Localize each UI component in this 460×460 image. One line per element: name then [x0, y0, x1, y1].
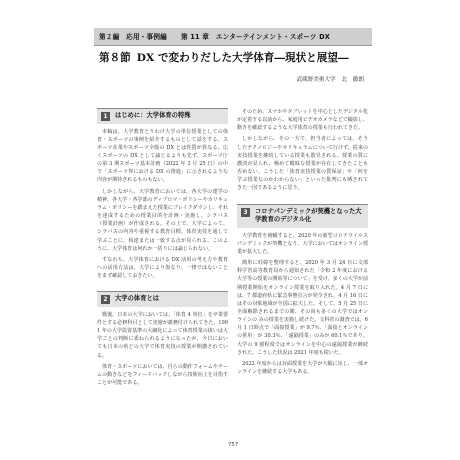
section-heading-text: はじめに：大学体育の特殊	[115, 112, 191, 119]
document-page	[94, 28, 372, 452]
author-name: 北 徹朗	[341, 77, 364, 83]
paragraph: すなわち、大学体育における DX 活用の考え方や教育への活用方法は、大学により異なり、一律ではないことをまず確認しておきたい。	[97, 256, 228, 280]
header-part: 第２編 応用・事例編	[99, 33, 167, 41]
paragraph: しかしながら、その一方で、担当者によっては、そうしたテクノロジーやカリキュラムについて行けず、従来の実技授業を継続している授業も散見される。授業の質に濃淡が見られ、極めて曖昧な授業が存在してきたことも否めない。こうした「体育実技授業の質保証」や「何を学ぶ授業なのかわからない」といった批判にも晒されてきた一因であるように思う。	[237, 136, 368, 192]
running-header	[94, 28, 372, 46]
author-line	[296, 75, 364, 83]
paragraph: 体育・スポーツにおいては、自らの動作フォームやチームの動きなどをフィードバックしながら技術向上を目指すことが可能である。	[97, 363, 228, 387]
page-number: 757	[227, 442, 239, 448]
paragraph: 2022 年度からは対面授業を大学が大幅に戻し、一部オンラインを継続する大学もある。	[237, 360, 368, 376]
section-title	[99, 50, 369, 65]
paragraph: そのため、スマホやタブレットを中心としたデジタル化が定着する以前から、家庭用ビデオカメラなどで撮影し、動きを確認するような大学体育の授業も行われてきた。	[237, 109, 368, 132]
section-title-text: DX で変わりだした大学体育―現状と展望―	[136, 52, 349, 64]
paragraph: しかしながら、大学教育においては、各大学の建学の精神、各大学・各学部のディプロマ・ポリシーやカリキュラム・ポリシーを踏まえた授業にブレイクダウンし、それを達成するための授業目的を計画・実施し、シラバス（授業計画）が作成される。その上で、大学によって、シラバスの内容や重視する教育目標、体育実技を通して学ぶことに、相違または一致する点が見られる。このように、大学体育は何れか一括りには論じられない。	[97, 188, 228, 252]
section-heading-3	[237, 204, 368, 228]
section-heading-number: 3	[241, 208, 250, 217]
paragraph: 本稿は、大学教育とりわけ大学の単位授業としての体育・スポーツの事例を紹介するものとして話をする。スポーツ産業やスポーツ全般の DX とは性質が異なる。広くスポーツの DX として論じるよりも先ず、スポーツ庁の第 3 期スポーツ基本計画（2022 年 3 月 25 日）の中で「スポーツ界における DX の推進」に示されるような内容が期待されるものもない。	[97, 128, 228, 184]
paragraph: 戦後、日本の大学においては、「体育 4 単位」を卒業要件とする必修科目として実施が義務付けられてきた。1991 年の大学設置基準の大綱化によって体育授業の扱いは大学ごとの判断に委ねられるようになったが、今日においても日本の殆どの大学で体育実技の授業が開講されている。	[97, 311, 228, 359]
paragraph: 大学教育を俯瞰すると、2020 年の新型コロナウイルスパンデミックが契機となり、大学においてはオンライン授業が拡大した。	[237, 232, 368, 255]
left-column	[97, 108, 228, 390]
section-number: 第８節	[99, 52, 131, 64]
section-heading-text: コロナパンデミックが契機となった大学教育のデジタル化	[255, 207, 362, 224]
section-heading-1	[97, 108, 228, 124]
paragraph: 簡単に経緯を整理すると、2020 年 3 月 24 日に文部科学省高等教育局から通知された「令和 2 年度における大学等の授業の開始等について」を受け、多くの大学が前期授業開始をオンライン授業を取り入れた。4 月 7 日には、7 都道府県に緊急事態宣言が発令され、4 月 16 日にはその対象地域が全国に拡大した。そして、5 月 25 日に全面解除されるまでの間、その尚も多くの大学ではオンラインの みの授業を実施し続けた。文科省の調査では、6 月 1 日時点で「面接授業」が 9.7％、「面接とオンラインの併用」が 30.3％、「遠隔授業」のみが 60.1％であり、大学の 9 割程度ではオンラインを中心の遠隔授業が継続された。こうした状況は 2021 年度も続いた。	[237, 260, 368, 356]
section-heading-text: 大学の体育とは	[115, 295, 160, 303]
header-chapter: 第 11 章 エンターテインメント・スポーツ DX	[180, 33, 331, 41]
author-affiliation: 武蔵野美術大学	[296, 77, 336, 83]
section-heading-2	[97, 291, 228, 307]
section-heading-number: 1	[101, 112, 110, 121]
right-column	[237, 108, 368, 379]
running-header-text	[99, 31, 330, 41]
section-heading-number: 2	[101, 295, 110, 304]
